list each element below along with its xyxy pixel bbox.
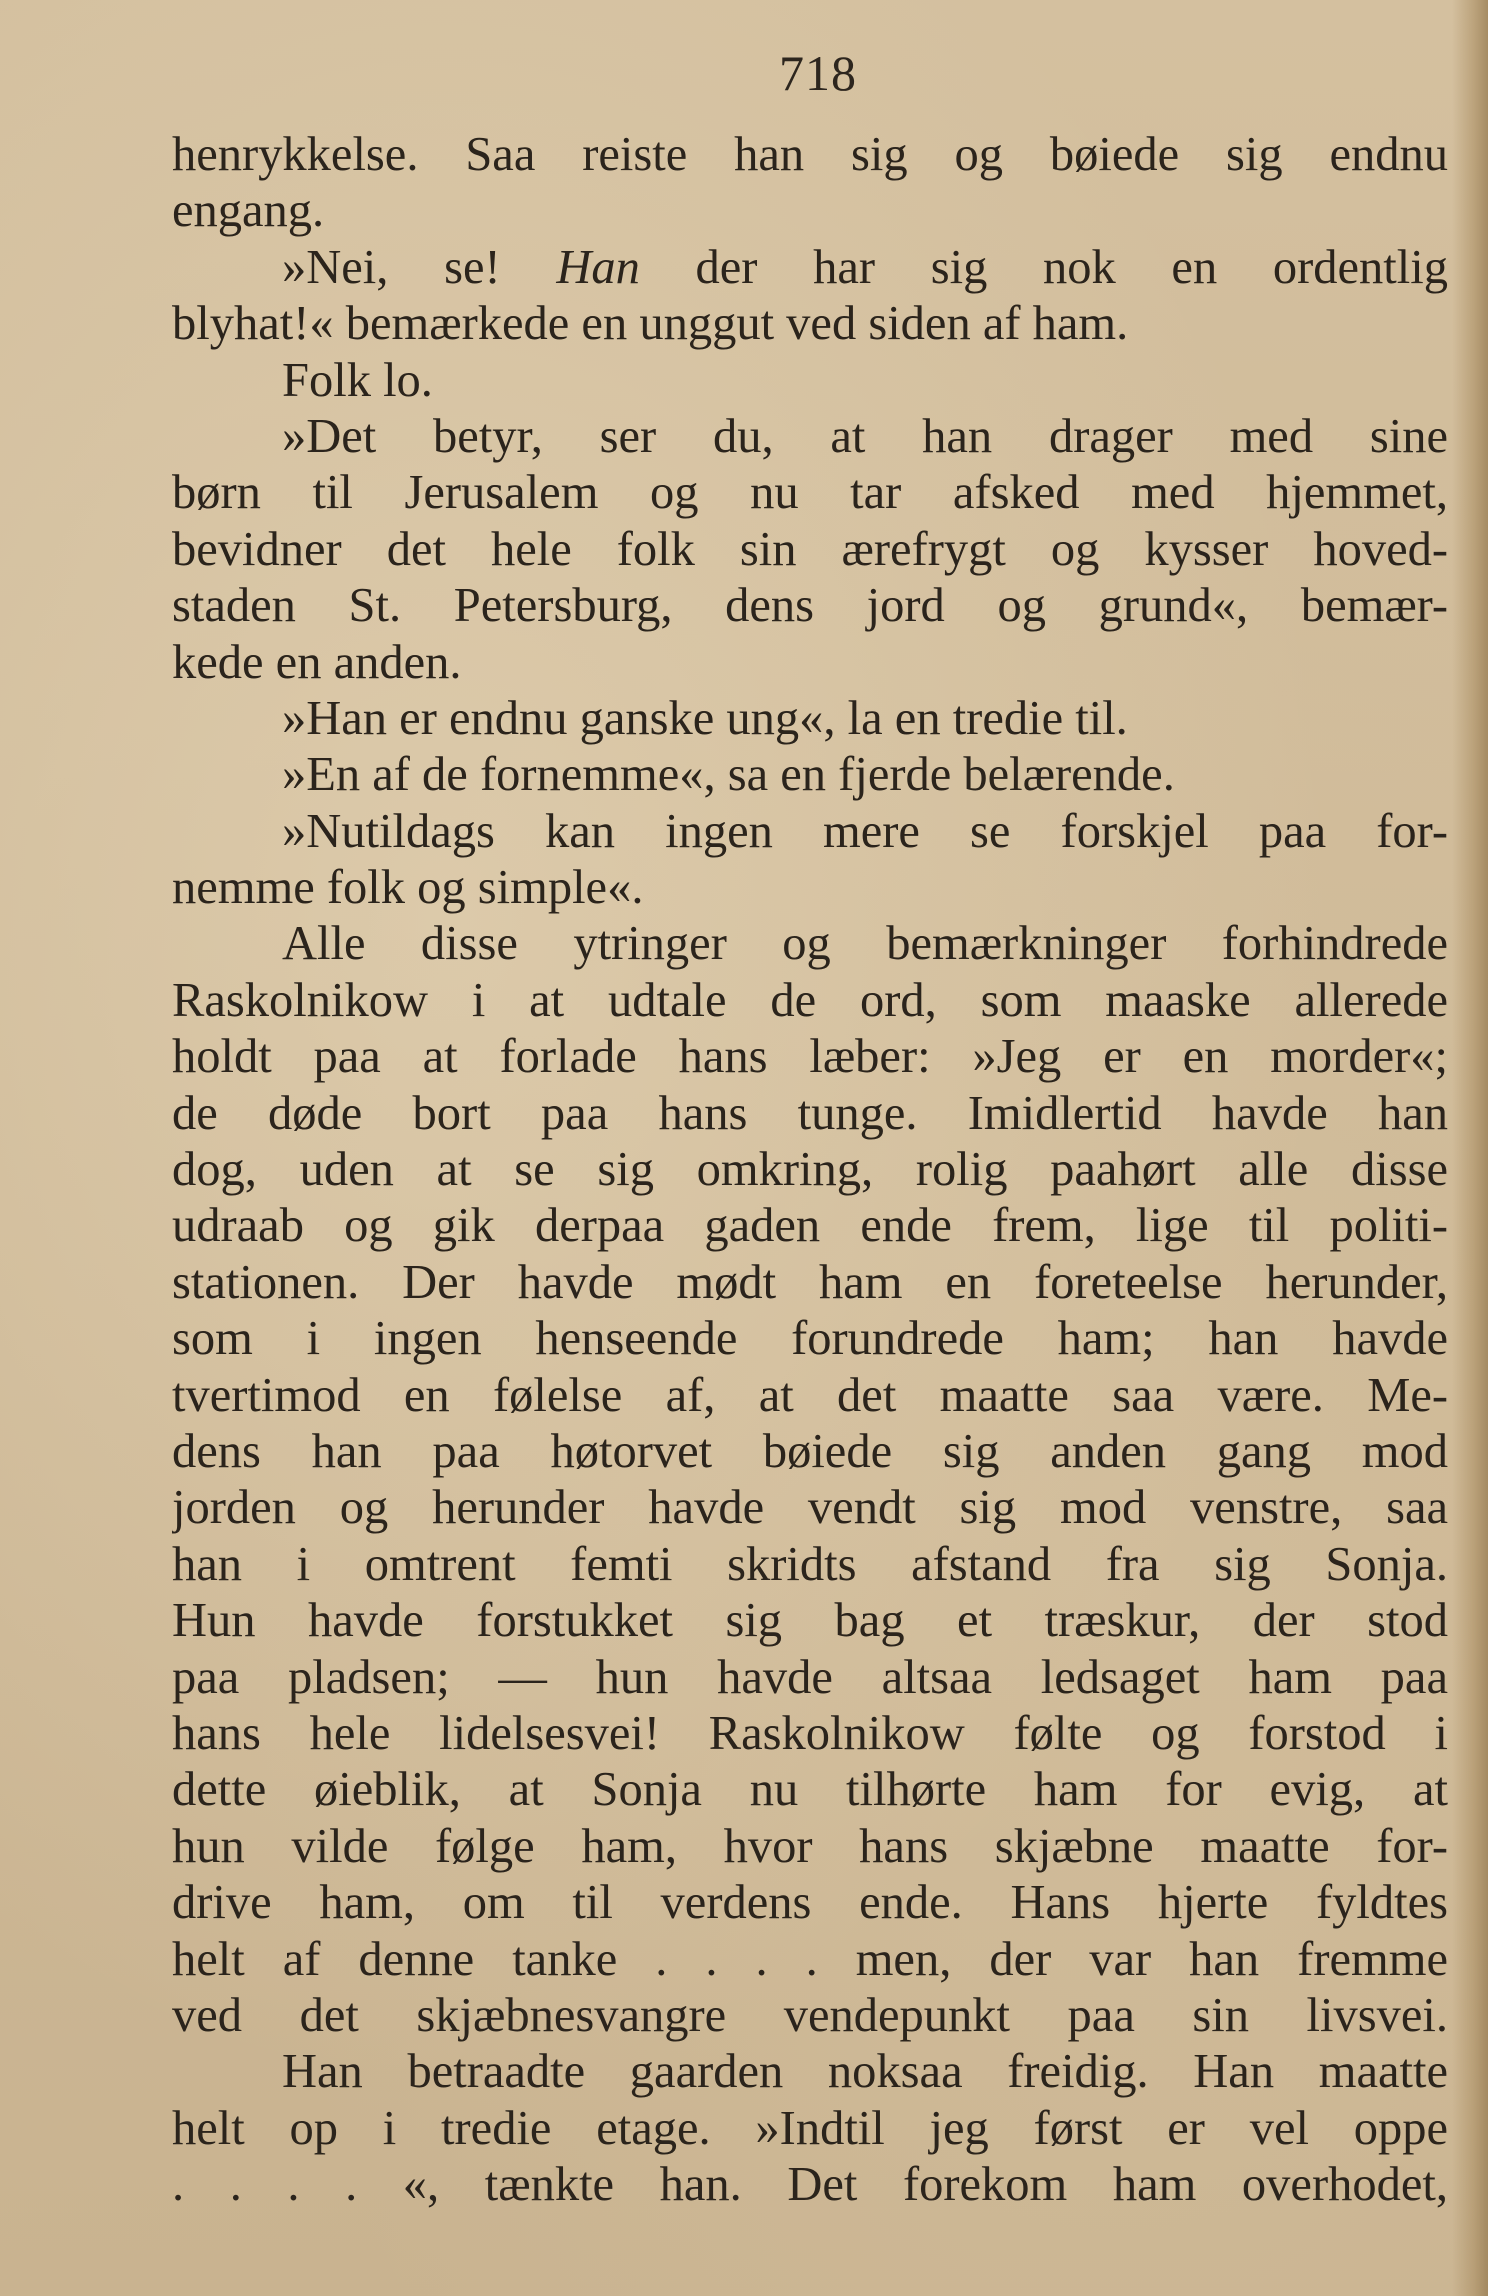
text-line: kede en anden. (172, 635, 462, 689)
text-line: »Det betyr, ser du, at han drager med sine (282, 409, 1448, 463)
text-line: hun vilde følge ham, hvor hans skjæbne maatte for- (172, 1819, 1448, 1873)
text-line: ved det skjæbnesvangre vendepunkt paa sin livsvei. (172, 1988, 1448, 2042)
text-fragment: »Nei, se! (282, 240, 557, 294)
emphasized-word: Han (556, 240, 640, 294)
text-line: blyhat!« bemærkede en unggut ved siden af ham. (172, 297, 1129, 351)
body-text (172, 127, 1448, 2213)
text-line: jorden og herunder havde vendt sig mod venstre, saa (172, 1481, 1448, 1535)
text-line: bevidner det hele folk sin ærefrygt og kysser hoved- (172, 522, 1448, 576)
text-line: Folk lo. (282, 353, 433, 407)
text-line: Raskolnikow i at udtale de ord, som maaske allerede (172, 973, 1448, 1027)
text-line: engang. (172, 184, 325, 238)
text-line: stationen. Der havde mødt ham en foreteelse herunder, (172, 1255, 1448, 1309)
page-edge-shadow (1452, 0, 1488, 2296)
text-line: de døde bort paa hans tunge. Imidlertid havde han (172, 1086, 1448, 1140)
text-line: udraab og gik derpaa gaden ende frem, lige til politi- (172, 1199, 1448, 1253)
text-line: holdt paa at forlade hans læber: »Jeg er en morder«; (172, 1030, 1448, 1084)
text-fragment: der har sig nok en ordentlig (639, 240, 1448, 294)
text-line: dette øieblik, at Sonja nu tilhørte ham for evig, at (172, 1763, 1448, 1817)
text-line: helt af denne tanke . . . . men, der var han fremme (172, 1932, 1448, 1986)
text-line: paa pladsen; — hun havde altsaa ledsaget ham paa (172, 1650, 1448, 1704)
text-line: børn til Jerusalem og nu tar afsked med hjemmet, (172, 466, 1448, 520)
text-line: han i omtrent femti skridts afstand fra sig Sonja. (172, 1537, 1448, 1591)
text-line: helt op i tredie etage. »Indtil jeg først er vel oppe (172, 2101, 1448, 2155)
text-line: Alle disse ytringer og bemærkninger forhindrede (282, 917, 1448, 971)
text-line: hans hele lidelsesvei! Raskolnikow følte og forstod i (172, 1706, 1448, 1760)
text-line: staden St. Petersburg, dens jord og grund«, bemær- (172, 579, 1448, 633)
text-line: drive ham, om til verdens ende. Hans hjerte fyldtes (172, 1876, 1448, 1930)
page-number: 718 (779, 45, 857, 101)
text-line: Han betraadte gaarden noksaa freidig. Han maatte (282, 2045, 1448, 2099)
text-line: »En af de fornemme«, sa en fjerde belærende. (282, 748, 1175, 802)
text-line: . . . . «, tænkte han. Det forekom ham overhodet, (172, 2158, 1448, 2212)
text-line: tvertimod en følelse af, at det maatte saa være. Me- (172, 1368, 1448, 1422)
text-line: »Han er endnu ganske ung«, la en tredie til. (282, 691, 1128, 745)
text-line: som i ingen henseende forundrede ham; han havde (172, 1312, 1448, 1366)
text-line: dens han paa høtorvet bøiede sig anden gang mod (172, 1424, 1448, 1478)
text-line: henrykkelse. Saa reiste han sig og bøiede sig endnu (172, 128, 1448, 181)
text-line: Hun havde forstukket sig bag et træskur, der stod (172, 1594, 1448, 1648)
text-line: nemme folk og simple«. (172, 861, 644, 915)
text-line: »Nutildags kan ingen mere se forskjel paa for- (282, 804, 1448, 858)
text-line (172, 240, 1448, 296)
text-line: dog, uden at se sig omkring, rolig paahørt alle disse (172, 1143, 1448, 1197)
